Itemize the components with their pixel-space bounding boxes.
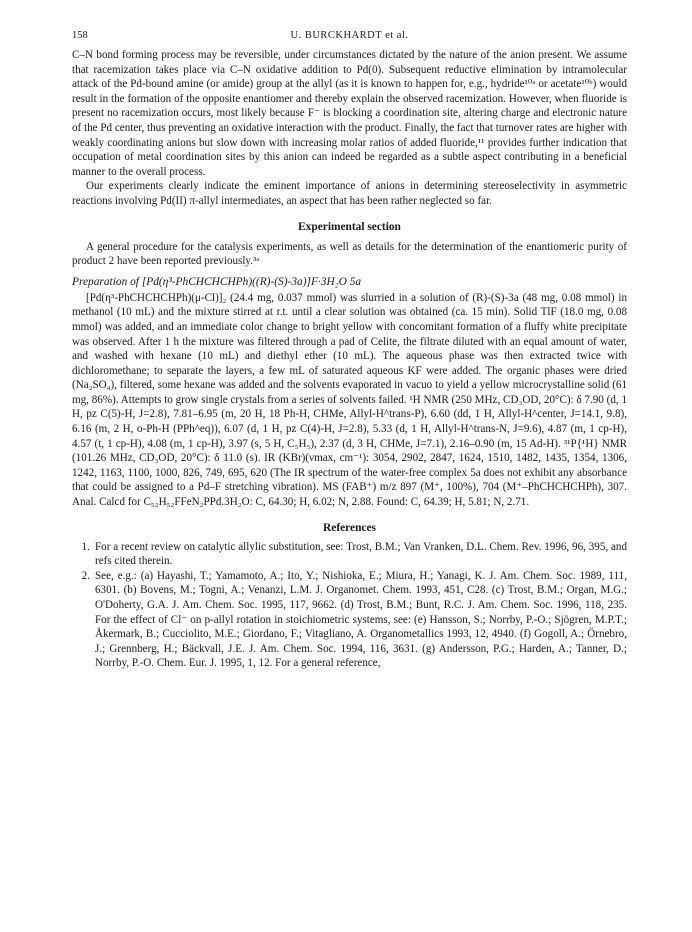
experimental-intro: A general procedure for the catalysis experiments, as well as details for the determination of the enantiomeric purity of product 2 have been reported previously.³ᵃ xyxy=(72,240,627,268)
reference-text: For a recent review on catalytic allylic substitution, see: Trost, B.M.; Van Vranken, D.L. Chem. Rev. 1996, 96, 395, and refs cited therein. xyxy=(95,540,627,568)
paragraph-1: C–N bond forming process may be reversible, under circumstances dictated by the nature of the anion present. We assume that racemization takes place via C–N oxidative addition to Pd(0). Subsequent reductive elimination by intramolecular attack of the Pd-bound amine (or amide) group at the allyl (as it is known to happen for, e.g., hydride¹⁰ᵃ or acetate¹⁰ᵇ) would result in the formation of the opposite enantiomer and thereby explain the observed racemization. However, when fluoride is present no racemization occurs, most likely because F⁻ is blocking a coordination site, altering charge and electronic nature of the Pd center, thus preventing an oxidative interaction with the product. Finally, the fact that turnover rates are higher with weakly coordinating anions but slow down with increasing molar ratios of added fluoride,¹¹ provides further indication that occupation of metal coordination sites by this anion can indeed be regarded as a subtle aspect contributing in a beneficial manner to the overall process. xyxy=(72,49,627,178)
running-head: U. BURCKHARDT et al. xyxy=(290,30,409,41)
paragraph-2: Our experiments clearly indicate the eminent importance of anions in determining stereoselectivity in asymmetric reactions involving Pd(II) π-allyl intermediates, an aspect that has been rather neglected so far. xyxy=(72,180,627,207)
body-text xyxy=(72,48,627,209)
experimental-text xyxy=(72,240,627,269)
references-section xyxy=(72,522,627,671)
preparation-subheading: Preparation of [Pd(η³-PhCHCHCHPh)((R)-(S)-3a)]F·3H₂O 5a xyxy=(72,275,362,288)
journal-page xyxy=(72,30,627,671)
reference-item xyxy=(72,569,627,671)
reference-number: 1. xyxy=(81,540,90,553)
procedure-paragraph: [Pd(η³-PhCHCHCHPh)(μ-Cl)]₂ (24.4 mg, 0.037 mmol) was slurried in a solution of (R)-(S)-3a (48 mg, 0.08 mmol) in methanol (10 mL) and the mixture stirred at r.t. until a clear solution was obtained (ca. 15 min). Solid TlF (18.0 mg, 0.08 mmol) was added, and an immediate color change to bright yellow with concomitant formation of a fluffy white precipitate was observed. After 1 h the mixture was filtered through a pad of Celite, the filtrate diluted with an equal amount of water, and washed with hexane (10 mL) and diethyl ether (10 mL). The aqueous phase was then extracted twice with dichloromethane; to separate the layers, a few mL of saturated aqueous KF were added. The organic phases were dried (Na₂SO₄), filtered, some hexane was added and the solvents evaporated in vacuo to yield a yellow microcrystalline solid (61 mg, 86%). Attempts to grow single crystals from a series of solvents failed. ¹H NMR (250 MHz, CD₃OD, 20°C): δ 7.90 (d, 1 H, pz C(5)-H, J=2.8), 7.81–6.95 (m, 20 H, 18 Ph-H, CHMe, Allyl-H^trans-P), 6.60 (dd, 1 H, Allyl-H^center, J=14.1, 9.8), 6.16 (m, 2 H, o-Ph-H (PPh^eq)), 6.07 (d, 1 H, pz C(4)-H, J=2.8), 5.33 (d, 1 H, Allyl-H^trans-N, J=9.6), 4.87 (m, 1 cp-H), 4.57 (t, 1 cp-H), 4.08 (m, 1 cp-H), 3.97 (s, 5 H, C₅H₅), 2.37 (d, 3 H, CHMe, J=7.1), 2.16–0.90 (m, 15 Ad-H). ³¹P{¹H} NMR (101.26 MHz, CD₃OD, 20°C): δ 11.0 (s). IR (KBr)(νmax, cm⁻¹): 3054, 2902, 2847, 1624, 1510, 1482, 1435, 1354, 1306, 1242, 1163, 1100, 1000, 826, 749, 695, 620 (The IR spectrum of the water-free complex 5a does not exhibit any absorbance that could be assigned to a Pd–F stretching vibration). MS (FAB⁺) m/z 897 (M⁺, 100%), 704 (M⁺–PhCHCHCHPh), 307. Anal. Calcd for C₅₂H₅₂FFeN₂PPd.3H₂O: C, 64.30; H, 6.02; N, 2.88. Found: C, 64.39; H, 5.81; N, 2.71. xyxy=(72,291,627,509)
page-header xyxy=(72,30,627,48)
references-heading: References xyxy=(323,521,376,534)
page-number: 158 xyxy=(72,30,88,41)
experimental-heading: Experimental section xyxy=(298,220,401,233)
procedure-text xyxy=(72,291,627,510)
reference-number: 2. xyxy=(81,569,90,582)
reference-text: See, e.g.: (a) Hayashi, T.; Yamamoto, A.; Ito, Y.; Nishioka, E.; Miura, H.; Yanagi, K. J. Am. Chem. Soc. 1989, 111, 6301. (b) Bovens, M.; Togni, A.; Venanzi, L.M. J. Organomet. Chem. 1993, 451, C28. (c) Trost, B.M.; Organ, M.G.; O'Doherty, G.A. J. Am. Chem. Soc. 1995, 117, 9662. (d) Trost, B.M.; Bunt, R.C. J. Am. Chem. Soc. 1996, 118, 235. For the effect of Cl⁻ on p-allyl rotation in stoichiometric systems, see: (e) Hansson, S.; Norrby, P.-O.; Sjögren, M.P.T.; Åkermark, B.; Cucciolito, M.E.; Giordano, F.; Vitagliano, A. Organometallics 1993, 12, 4940. (f) Gogoll, A.; Örnebro, J.; Grennberg, H.; Bäckvall, J.E. J. Am. Chem. Soc. 1994, 116, 3631. (g) Andersson, P.G.; Harden, A.; Tanner, D.; Norrby, P.-O. Chem. Eur. J. 1995, 1, 12. For a general reference, xyxy=(95,569,627,670)
reference-item xyxy=(72,540,627,569)
